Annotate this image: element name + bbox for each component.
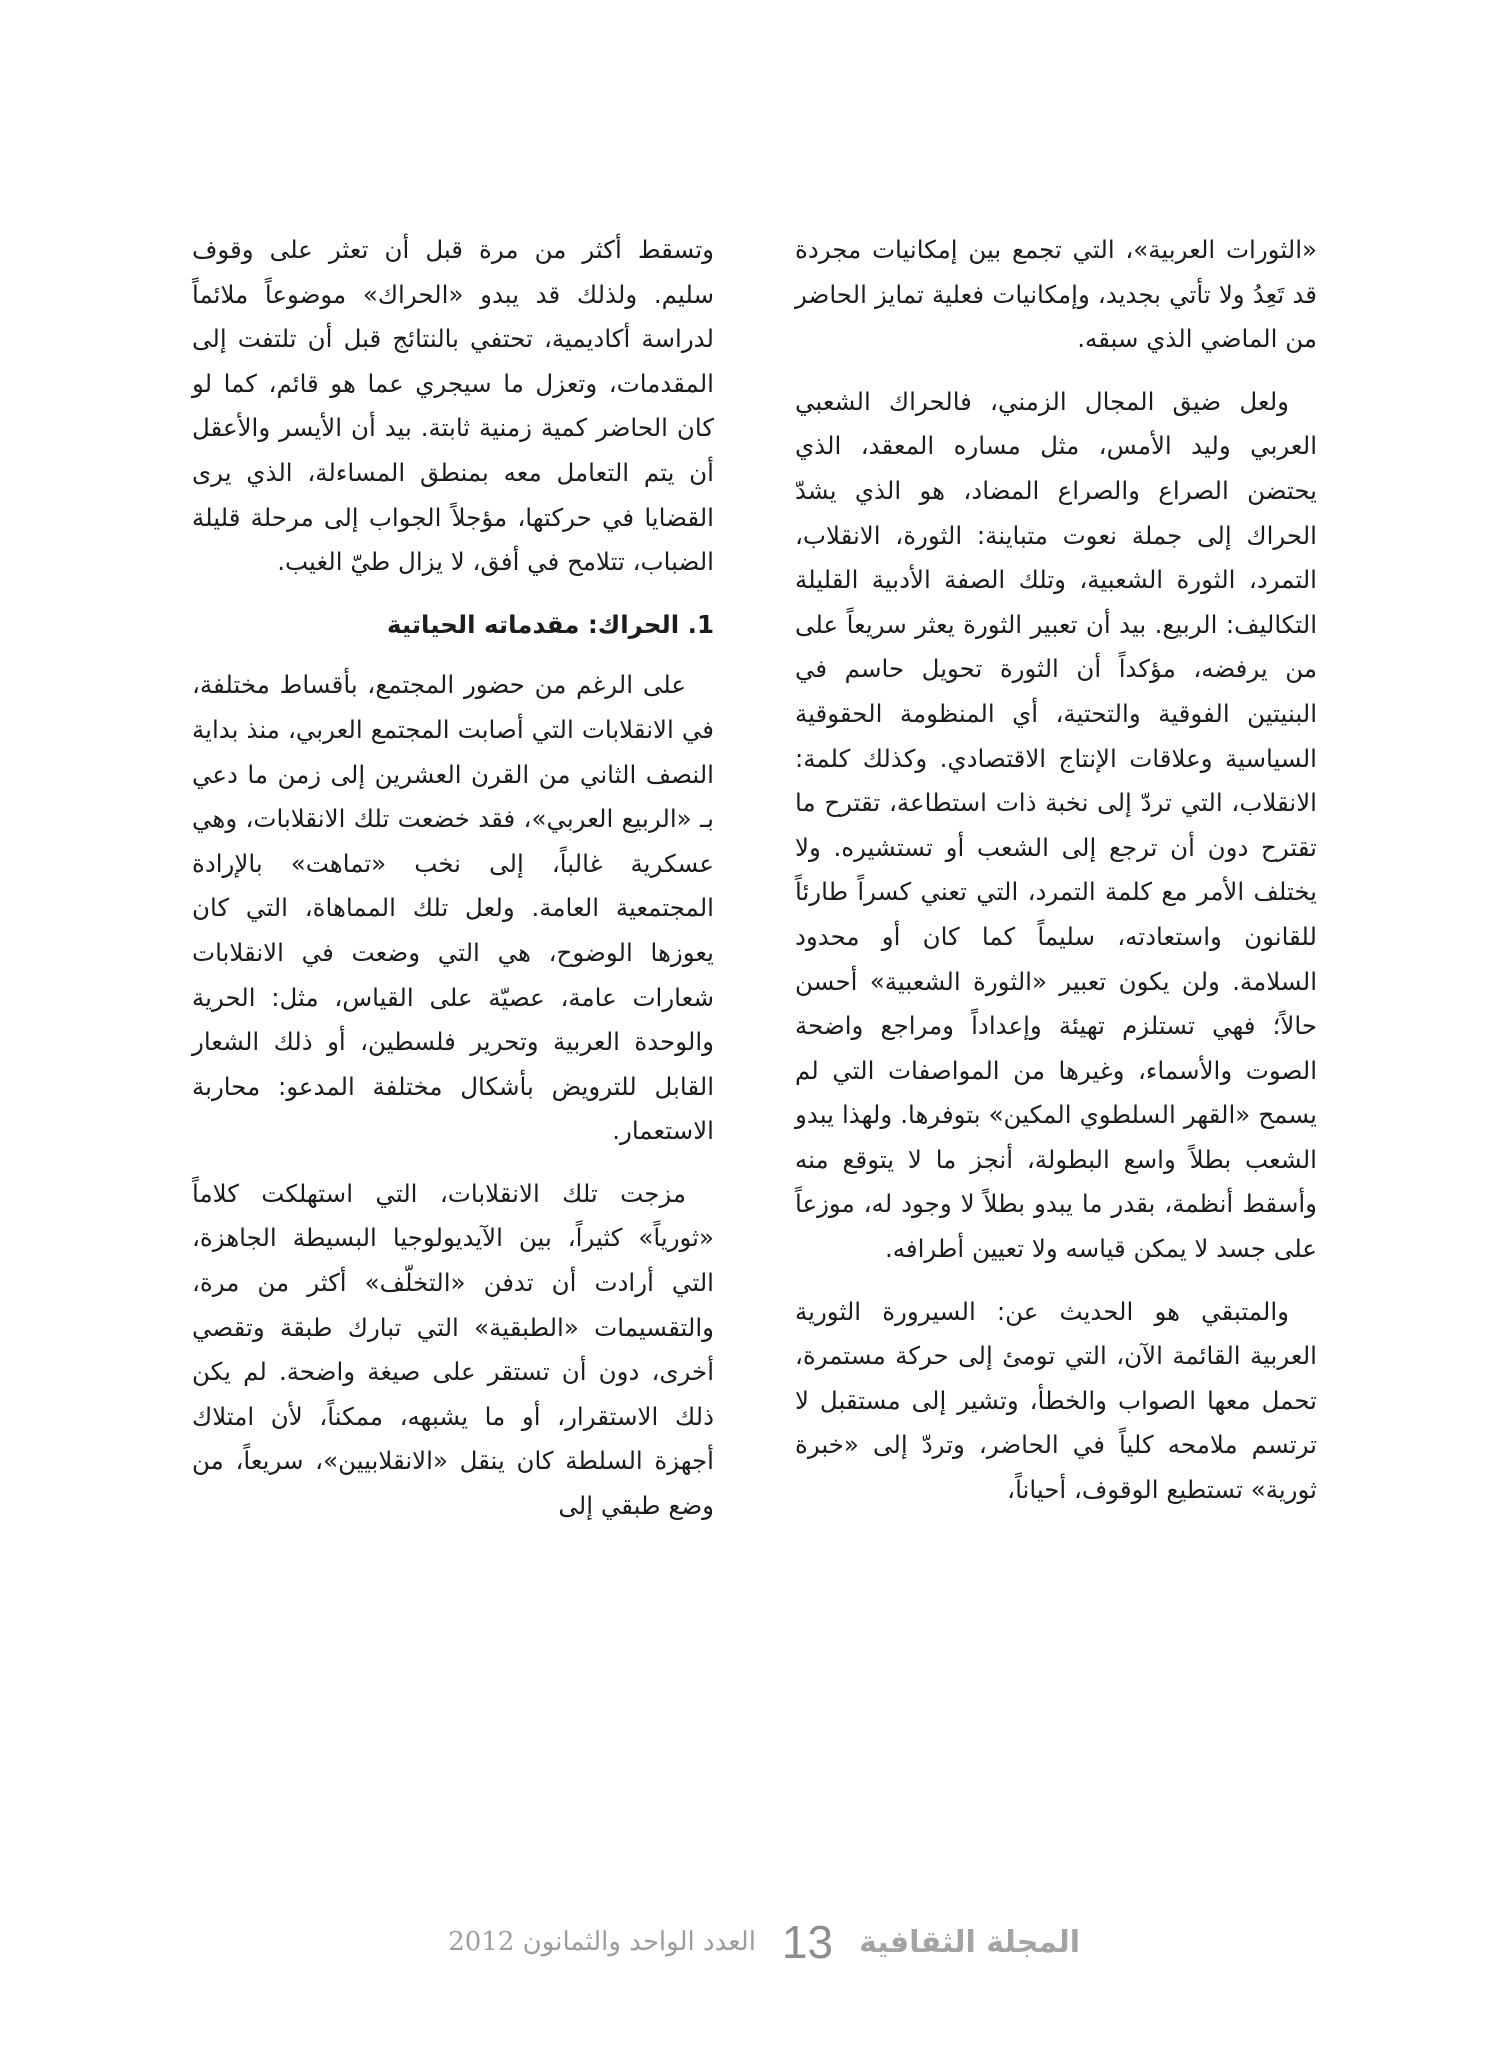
- magazine-title: المجلة الثقافية: [859, 1924, 1080, 1960]
- paragraph: ولعل ضيق المجال الزمني، فالحراك الشعبي العربي وليد الأمس، مثل مساره المعقد، الذي يحتضن الصراع والصراع المضاد، هو الذي يشدّ الحراك إلى جملة نعوت متباينة: الثورة، الانقلاب، التمرد، الثورة الشعبية، وتلك الصفة الأدبية القليلة التكاليف: الربيع. بيد أن تعبير الثورة يعثر سريعاً على من يرفضه، مؤكداً أن الثورة تحويل حاسم في البنيتين الفوقية والتحتية، أي المنظومة الحقوقية السياسية وعلاقات الإنتاج الاقتصادي. وكذلك كلمة: الانقلاب، التي تردّ إلى نخبة ذات استطاعة، تقترح ما تقترح دون أن ترجع إلى الشعب أو تستشيره. ولا يختلف الأمر مع كلمة التمرد، التي تعني كسراً طارئاً للقانون واستعادته، سليماً كما كان أو محدود السلامة. ولن يكون تعبير «الثورة الشعبية» أحسن حالاً؛ فهي تستلزم تهيئة وإعداداً ومراجع واضحة الصوت والأسماء، وغيرها من المواصفات التي لم يسمح «القهر السلطوي المكين» بتوفرها. ولهذا يبدو الشعب بطلاً واسع البطولة، أنجز ما لا يتوقع منه وأسقط أنظمة، بقدر ما يبدو بطلاً لا وجود له، موزعاً على جسد لا يمكن قياسه ولا تعيين أطرافه.: [795, 386, 1317, 1264]
- page-number: 13: [781, 1916, 834, 1968]
- paragraph: والمتبقي هو الحديث عن: السيرورة الثورية العربية القائمة الآن، التي تومئ إلى حركة مستمرة، تحمل معها الصواب والخطأ، وتشير إلى مستقبل لا ترتسم ملامحه كلياً في الحاضر، وتردّ إلى «خبرة ثورية» تستطيع الوقوف، أحياناً،: [795, 1296, 1317, 1505]
- left-column: [192, 228, 714, 1547]
- paragraph: وتسقط أكثر من مرة قبل أن تعثر على وقوف سليم. ولذلك قد يبدو «الحراك» موضوعاً ملائماً لدراسة أكاديمية، تحتفي بالنتائج قبل أن تلتفت إلى المقدمات، وتعزل ما سيجري عما هو قائم، كما لو كان الحاضر كمية زمنية ثابتة. بيد أن الأيسر والأعقل أن يتم التعامل معه بمنطق المساءلة، الذي يرى القضايا في حركتها، مؤجلاً الجواب إلى مرحلة قليلة الضباب، تتلامح في أفق، لا يزال طيّ الغيب.: [192, 235, 714, 577]
- issue-label: العدد الواحد والثمانون 2012: [448, 1927, 756, 1957]
- section-heading: 1. الحراك: مقدماته الحياتية: [387, 609, 714, 639]
- paragraph: على الرغم من حضور المجتمع، بأقساط مختلفة، في الانقلابات التي أصابت المجتمع العربي، منذ بداية النصف الثاني من القرن العشرين إلى زمن ما دعي بـ «الربيع العربي»، فقد خضعت تلك الانقلابات، وهي عسكرية غالباً، إلى نخب «تماهت» بالإرادة المجتمعية العامة. ولعل تلك المماهاة، التي كان يعوزها الوضوح، هي التي وضعت في الانقلابات شعارات عامة، عصيّة على القياس، مثل: الحرية والوحدة العربية وتحرير فلسطين، أو ذلك الشعار القابل للترويض بأشكال مختلفة المدعو: محاربة الاستعمار.: [192, 670, 714, 1146]
- page-footer: [420, 1912, 1080, 1972]
- paragraph: مزجت تلك الانقلابات، التي استهلكت كلاماً «ثورياً» كثيراً، بين الآيديولوجيا البسيطة الجاهزة، التي أرادت أن تدفن «التخلّف» أكثر من مرة، والتقسيمات «الطبقية» التي تبارك طبقة وتقصي أخرى، دون أن تستقر على صيغة واضحة. لم يكن ذلك الاستقرار، أو ما يشبهه، ممكناً، لأن امتلاك أجهزة السلطة كان ينقل «الانقلابيين»، سريعاً، من وضع طبقي إلى: [192, 1178, 714, 1521]
- paragraph: «الثورات العربية»، التي تجمع بين إمكانيات مجردة قد تَعِدُ ولا تأتي بجديد، وإمكانيات فعلية تمايز الحاضر من الماضي الذي سبقه.: [795, 235, 1317, 354]
- right-column: [795, 228, 1317, 1531]
